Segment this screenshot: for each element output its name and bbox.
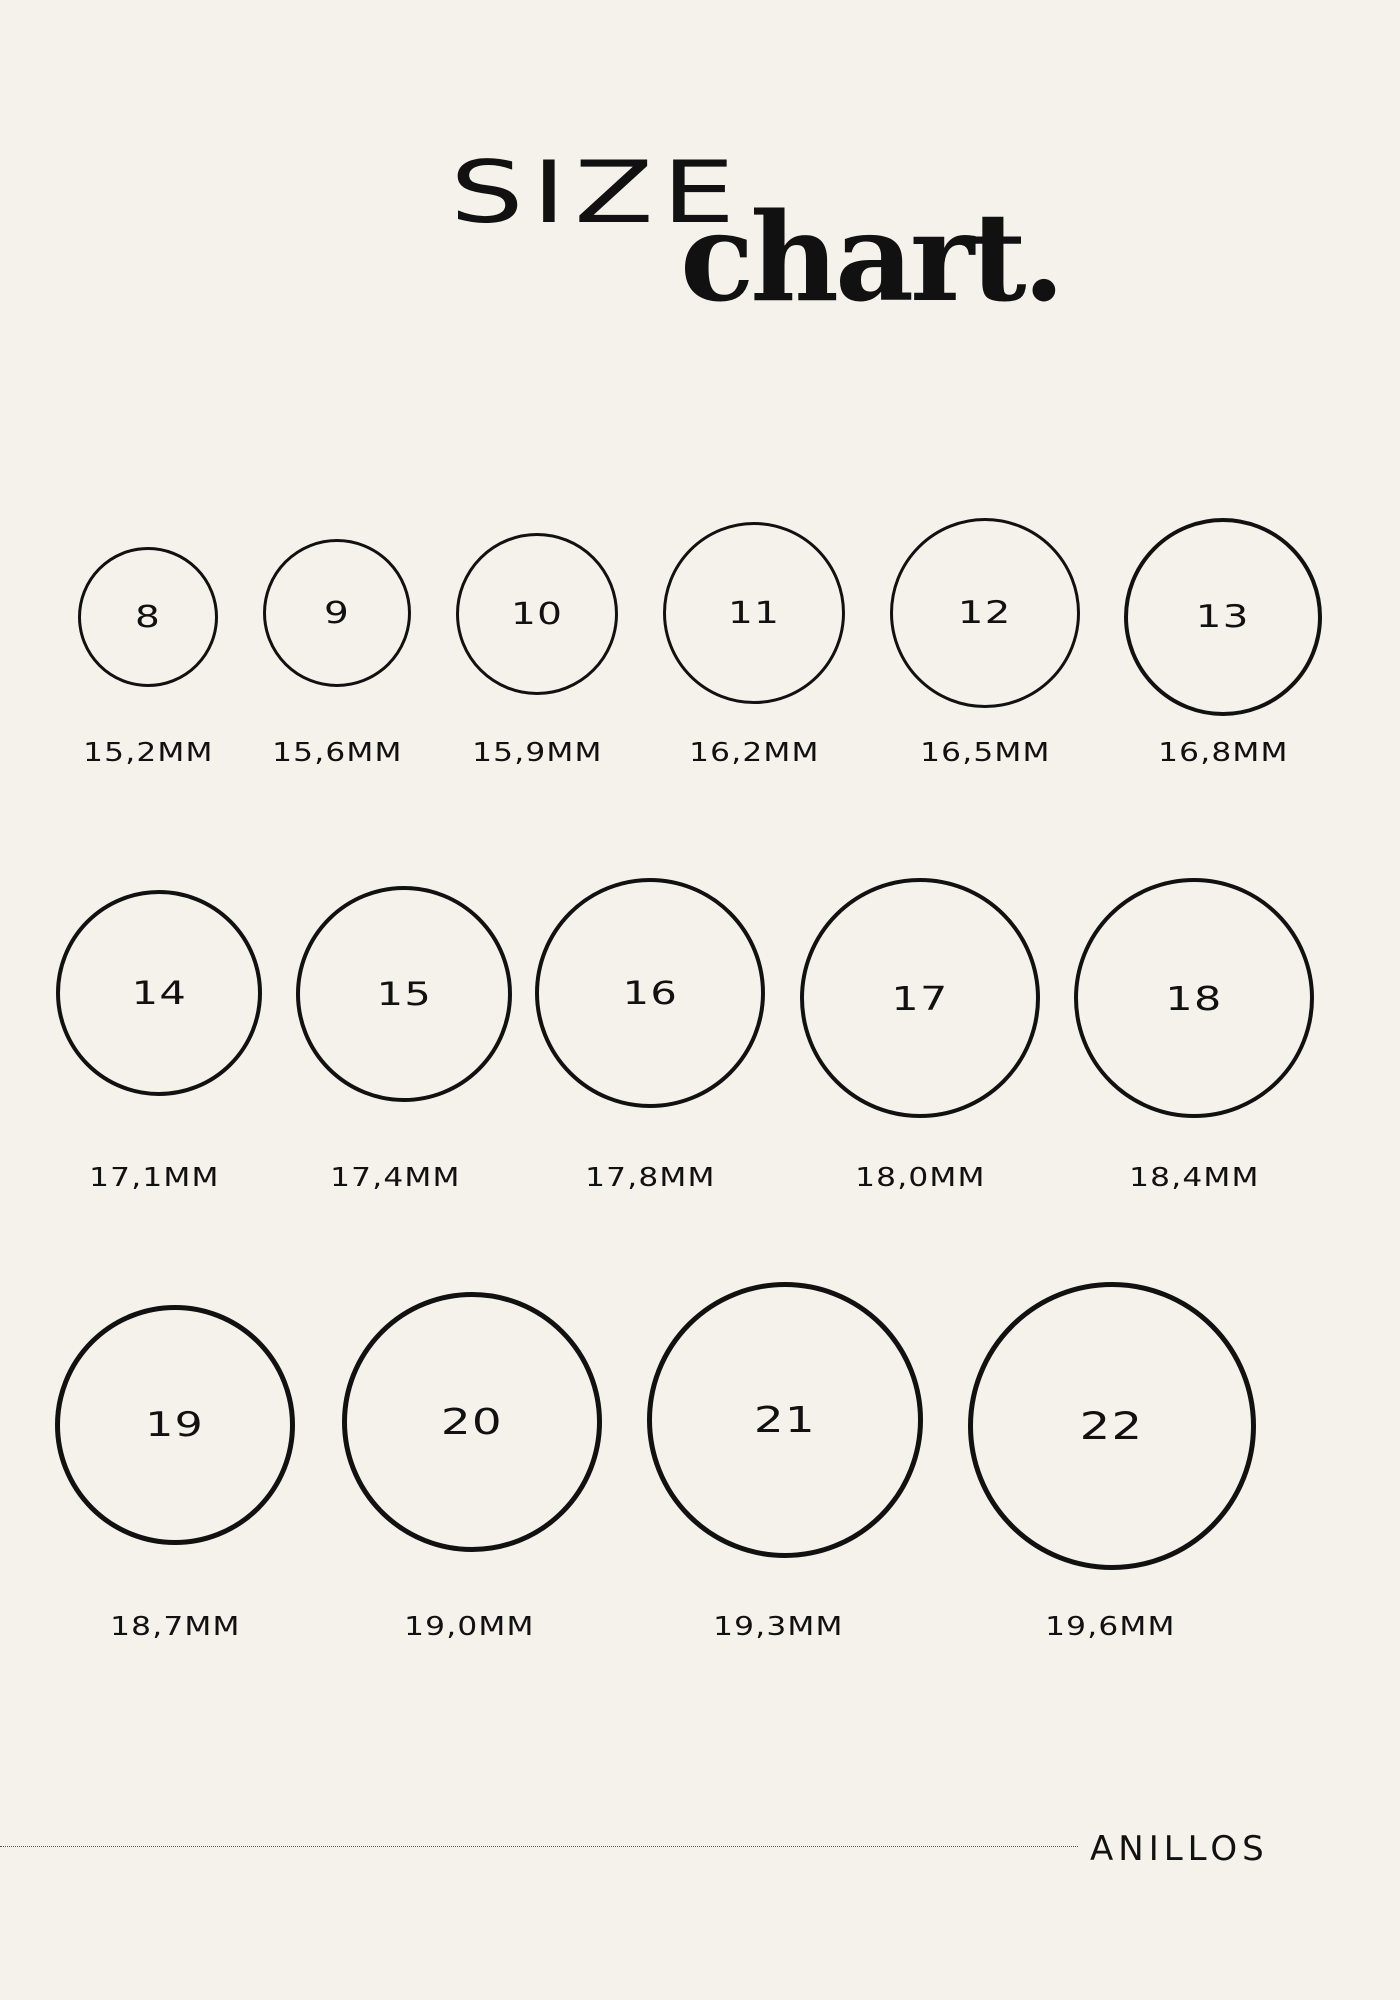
ring-size-label: 16: [622, 974, 678, 1012]
ring-size-mm-label: 16,5MM: [919, 738, 1051, 768]
ring-size-label: 19: [145, 1405, 205, 1445]
ring-size-label: 8: [134, 599, 162, 635]
ring-size-label: 14: [131, 974, 187, 1012]
ring-size-label: 11: [727, 595, 781, 631]
brand-name: ANILLOS: [1090, 1829, 1269, 1869]
ring-size-mm-label: 16,2MM: [688, 738, 820, 768]
ring-size-mm-label: 17,1MM: [88, 1163, 220, 1193]
ring-size-12: [890, 518, 1080, 708]
ring-size-21: [647, 1282, 923, 1558]
ring-size-16: [535, 878, 765, 1108]
ring-size-mm-label: 19,3MM: [712, 1612, 844, 1642]
ring-size-mm-label: 18,4MM: [1128, 1163, 1260, 1193]
ring-size-18: [1074, 878, 1314, 1118]
ring-size-mm-label: 16,8MM: [1157, 738, 1289, 768]
ring-size-17: [800, 878, 1040, 1118]
ring-size-19: [55, 1305, 295, 1545]
ring-size-20: [342, 1292, 602, 1552]
ring-size-label: 10: [510, 596, 564, 632]
footer-divider: [0, 1846, 1078, 1847]
ring-size-10: [456, 533, 618, 695]
ring-size-label: 20: [440, 1401, 504, 1443]
ring-size-label: 15: [376, 975, 432, 1013]
ring-size-11: [663, 522, 845, 704]
ring-size-mm-label: 15,9MM: [471, 738, 603, 768]
ring-size-9: [263, 539, 411, 687]
ring-size-label: 22: [1080, 1404, 1144, 1448]
ring-size-label: 17: [891, 978, 949, 1018]
ring-size-14: [56, 890, 262, 1096]
ring-size-label: 9: [323, 595, 351, 631]
ring-size-mm-label: 18,0MM: [854, 1163, 986, 1193]
ring-size-mm-label: 18,7MM: [109, 1612, 241, 1642]
ring-size-label: 13: [1196, 599, 1250, 635]
ring-size-13: [1124, 518, 1322, 716]
ring-size-mm-label: 15,6MM: [271, 738, 403, 768]
ring-size-label: 21: [753, 1399, 817, 1441]
ring-size-mm-label: 19,6MM: [1044, 1612, 1176, 1642]
ring-size-15: [296, 886, 512, 1102]
ring-size-22: [968, 1282, 1256, 1570]
title-chart-word: chart.: [680, 185, 1062, 329]
ring-size-mm-label: 17,4MM: [329, 1163, 461, 1193]
ring-size-8: [78, 547, 218, 687]
ring-size-label: 18: [1165, 978, 1223, 1018]
title-size-word: SIZE: [450, 143, 744, 243]
ring-size-label: 12: [958, 595, 1012, 631]
ring-size-mm-label: 19,0MM: [403, 1612, 535, 1642]
ring-size-mm-label: 15,2MM: [82, 738, 214, 768]
ring-size-mm-label: 17,8MM: [584, 1163, 716, 1193]
